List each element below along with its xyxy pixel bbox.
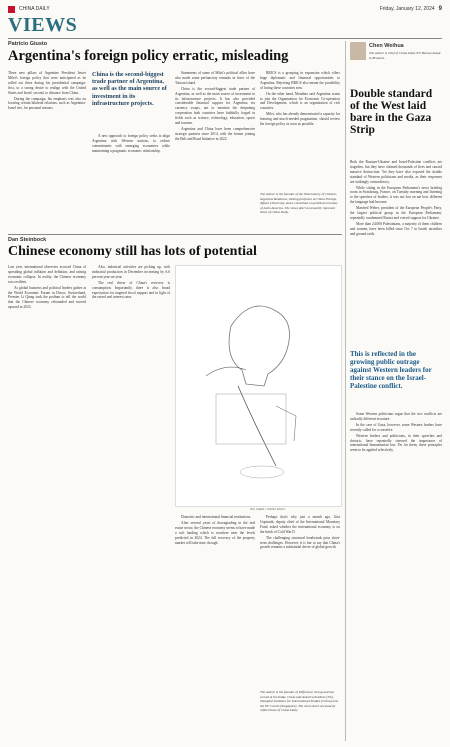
china-daily-logo-icon: [8, 6, 15, 13]
article2-author: Dan Steinbock: [8, 237, 47, 243]
article3-pull-quote: This is reflected in the growing public outrage against Western leaders for their stance on the Israel-Palestine conflict.: [350, 350, 432, 390]
article2-column-3: [175, 515, 255, 735]
article2-column-4: [260, 515, 340, 685]
article3-paragraph: More than 24,000 Palestinians, a majority of them children and women, have been killed since Oct 7 in Israeli airstrikes and ground raids.: [350, 221, 442, 236]
illustration-credit: WU CHEN / CHINA DAILY: [250, 507, 286, 511]
article1-column-2: [92, 134, 170, 231]
page-header: [8, 4, 442, 14]
article2-paragraph: Perhaps that's why just a month ago, Gita Gopinath, deputy chief of the International Monetary Fund, asked whether the international economy is on the brink of Cold War II.: [260, 515, 340, 534]
article3-paragraph: Some Western politicians argue that the two conflicts are radically different in nature.: [350, 412, 442, 421]
article3-column-bottom: [350, 412, 442, 737]
article1-author-bio: The author is the founder of the Observatory of Chinese-Argentine Relations, visiting professor at China Foreign Affairs University, and a consultant on political economy of Latin America. The views don't necessarily represent those of China Daily.: [260, 192, 338, 214]
article3-paragraph: Manfred Weber, president of the European People's Party, the largest political group in the European Parliament, repeatedly condemned Russia and voiced support for Ukraine.: [350, 206, 442, 220]
article1-paragraph: Statements of some of Milei's political allies have also made some perfunctory remarks in favor of the Taiwan island.: [175, 71, 255, 85]
article-divider: [8, 234, 342, 235]
article1-column-4: [260, 71, 340, 186]
article2-paragraph: Also, industrial activities are picking up, with industrial production in December increasing by 6.6 percent year-on-year.: [92, 265, 170, 279]
article2-column-2: [92, 265, 170, 735]
section-title: VIEWS: [8, 14, 78, 36]
article3-paragraph: While sitting in the European Parliament's news briefing room in Strasbourg, France, on Tuesday morning and listening to the speeches of leaders, it was not lost on me how different the language had become.: [350, 185, 442, 205]
section-divider: [8, 38, 442, 39]
article1-paragraph: On the other hand, Mondino said Argentina wants to join the Organization for Economic Co-operation and Development, which is an organization of rich countries.: [260, 91, 340, 111]
article3-author: Chen Weihua: [369, 43, 404, 49]
article1-paragraph: Argentina and China have been comprehensive strategic partners since 2014, with the former joining the Belt and Road Initiative in 2022.: [175, 126, 255, 141]
article1-column-1: [8, 71, 86, 231]
column-divider: [345, 41, 346, 741]
economy-illustration-icon: [176, 266, 341, 506]
publication-name: CHINA DAILY: [19, 6, 50, 12]
article2-author-bio: The author is the founder of Difference Group and has served at the India, China and America Institute (US), Shanghai Institutes for International Studies (China) and the EU Centre (Singapore). The views don't necessarily reflect those of China Daily.: [260, 690, 338, 712]
article2-paragraph: The real driver of China's recovery is consumption. Importantly, there is also broad expectation for targeted fiscal support and in light of the raised real interest rates.: [92, 280, 170, 300]
article2-column-1: [8, 265, 86, 735]
article1-paragraph: Milei, who has already demonstrated a capacity for learning and much-needed pragmatism, should review his foreign policy as soon as possible.: [260, 112, 340, 127]
page-number-right: 9: [438, 6, 442, 12]
article3-headline: Double standard of the West laid bare in the Gaza Strip: [350, 88, 433, 137]
article1-author: Patricio Giusto: [8, 41, 48, 47]
article2-paragraph: As global business and political leaders gather at the World Economic Forum in Davos, Switzerland, Premier Li Qiang took the podium to tell the world that the Chinese economy rebounded and moved upward in 2023.: [8, 285, 86, 310]
article2-headline: Chinese economy still has lots of potential: [8, 244, 257, 259]
article1-headline: Argentina's foreign policy erratic, misleading: [8, 48, 289, 64]
article2-illustration: [175, 265, 342, 507]
article1-paragraph: BRICS is a grouping in expansion which offers huge diplomatic and financial opportunities to Argentina. Rejecting BRICS also meant the possibility of losing these countries now.: [260, 71, 340, 90]
article1-pull-quote: China is the second-biggest trade partner of Argentina, as well as the main source of investment in its infrastructure projects.: [92, 71, 167, 107]
article3-author-bio: The author is chief of China Daily EU Bureau based in Brussels.: [369, 51, 441, 60]
article2-paragraph: Domestic and international financial institutions.: [181, 515, 252, 519]
issue-date: Friday, January 12, 2024: [379, 6, 435, 12]
article1-paragraph: China is the second-biggest trade partner of Argentina, as well as the main source of investment in its infrastructure projects. It has also provided considerable financial support for Argentina via currency swaps, not to mention the deepening cooperation both countries have faithfully forged in fields such as science, technology, education, sports and tourism.: [175, 86, 255, 126]
article3-paragraph: In the case of Gaza, however, some Western leaders have recently called for a ceasefire.: [350, 422, 442, 432]
article3-paragraph: Western leaders and politicians, in their speeches and rhetoric, have repeatedly stressed the importance of international humanitarian law. Yet for them, these principles seem to be applied selectively.: [350, 433, 442, 453]
article2-paragraph: After several years of downgrading in the real estate sector, the Chinese economy seems to have made a soft landing which is nowhere near the levels predicted in 2024. The full recovery of the property market will take time, though.: [175, 520, 255, 545]
article1-paragraph: A new approach to foreign policy seeks to align Argentina with Western nations, to reduce commitments with emerging economies while maintaining a pragmatic economic relationship.: [92, 134, 170, 153]
article3-paragraph: Both the Russian-Ukraine and Israel-Palestine conflicts are tragedies, but they have claimed thousands of lives and caused massive destruction. Yet they have also exposed the double standard of Western politicians and media, as their responses are strikingly contradictory.: [350, 160, 442, 184]
article2-paragraph: Last year, international observers accused China of spreading global inflation and deflation, and raising economic collapse. In reality, the Chinese economy was resilient.: [8, 265, 86, 284]
article1-column-3: [175, 71, 255, 231]
article2-paragraph: The challenging structural headwinds pose short-term challenges. However, it is fair to say that China's growth remains a substantial driver of global growth.: [260, 535, 340, 550]
article3-column-top: [350, 160, 442, 345]
article1-paragraph: Three new pillars of Argentine President Javier Milei's foreign policy that were anticipated as he rolled out three during his presidential campaign: first, to a strong desire to realign with the United States and Israel; second, to distance from China.: [8, 71, 86, 95]
article1-paragraph: During the campaign, his emphasis was also on locating certain bilateral relations, such as Argentina-Israel ties, for personal reasons.: [8, 96, 86, 111]
author-photo: [350, 42, 366, 60]
